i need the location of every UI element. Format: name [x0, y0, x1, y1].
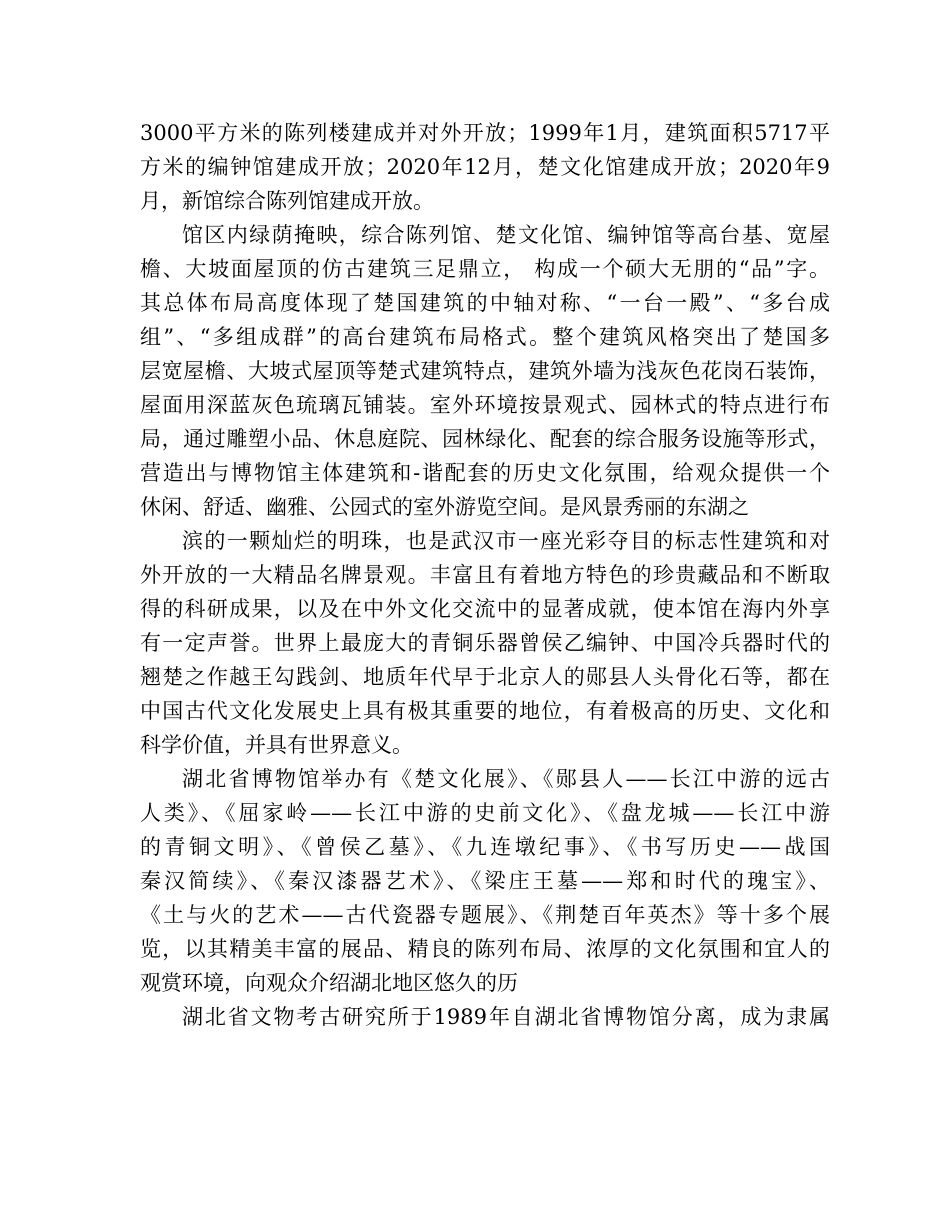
text-line: 观赏环境，向观众介绍湖北地区悠久的历: [140, 971, 518, 995]
text-line: 翘楚之作越王勾践剑、地质年代早于北京人的郧县人头骨化石等，都在: [140, 665, 830, 689]
text-line: 有一定声誉。世界上最庞大的青铜乐器曾侯乙编钟、中国冷兵器时代的: [140, 631, 830, 655]
text-line: 秦汉简续》、《秦汉漆器艺术》、《梁庄王墓——郑和时代的瑰宝》、: [140, 869, 830, 893]
text-line: 屋面用深蓝灰色琉璃瓦铺装。室外环境按景观式、园林式的特点进行布: [140, 393, 830, 417]
text-line: 《土与火的艺术——古代瓷器专题展》、《荆楚百年英杰》等十多个展: [140, 903, 830, 927]
text-line: 人类》、《屈家岭——长江中游的史前文化》、《盘龙城——长江中游: [140, 801, 830, 825]
text-line: 中国古代文化发展史上具有极其重要的地位，有着极高的历史、文化和: [140, 699, 830, 723]
text-line: 月，新馆综合陈列馆建成开放。: [140, 189, 434, 213]
text-line: 方米的编钟馆建成开放；2020年12月，楚文化馆建成开放；2020年9: [140, 155, 830, 179]
text-line: 湖北省博物馆举办有《楚文化展》、《郧县人——长江中游的远古: [182, 767, 830, 791]
text-line: 览，以其精美丰富的展品、精良的陈列布局、浓厚的文化氛围和宜人的: [140, 937, 830, 961]
text-line: 檐、大坡面屋顶的仿古建筑三足鼎立， 构成一个硕大无朋的“品”字。: [140, 257, 830, 281]
text-line: 营造出与博物馆主体建筑和-谐配套的历史文化氛围，给观众提供一个: [140, 461, 830, 485]
text-line: 湖北省文物考古研究所于1989年自湖北省博物馆分离，成为隶属: [182, 1005, 830, 1029]
text-line: 局，通过雕塑小品、休息庭院、园林绿化、配套的综合服务设施等形式，: [140, 427, 830, 451]
text-line: 的青铜文明》、《曾侯乙墓》、《九连墩纪事》、《书写历史——战国: [140, 835, 830, 859]
text-line: 休闲、舒适、幽雅、公园式的室外游览空间。是风景秀丽的东湖之: [140, 495, 749, 519]
text-line: 科学价值，并具有世界意义。: [140, 733, 413, 757]
document-body: [140, 116, 830, 1034]
text-line: 滨的一颗灿烂的明珠，也是武汉市一座光彩夺目的标志性建筑和对: [182, 529, 830, 553]
text-line: 其总体布局高度体现了楚国建筑的中轴对称、“一台一殿”、“多台成: [140, 291, 830, 315]
text-line: 外开放的一大精品名牌景观。丰富且有着地方特色的珍贵藏品和不断取: [140, 563, 830, 587]
text-line: 馆区内绿荫掩映，综合陈列馆、楚文化馆、编钟馆等高台基、宽屋: [182, 223, 830, 247]
text-line: 3000平方米的陈列楼建成并对外开放；1999年1月，建筑面积5717平: [140, 121, 830, 145]
text-line: 层宽屋檐、大坡式屋顶等楚式建筑特点，建筑外墙为浅灰色花岗石装饰，: [140, 359, 830, 383]
text-line: 组”、“多组成群”的高台建筑布局格式。整个建筑风格突出了楚国多: [140, 325, 830, 349]
text-line: 得的科研成果，以及在中外文化交流中的显著成就，使本馆在海内外享: [140, 597, 830, 621]
